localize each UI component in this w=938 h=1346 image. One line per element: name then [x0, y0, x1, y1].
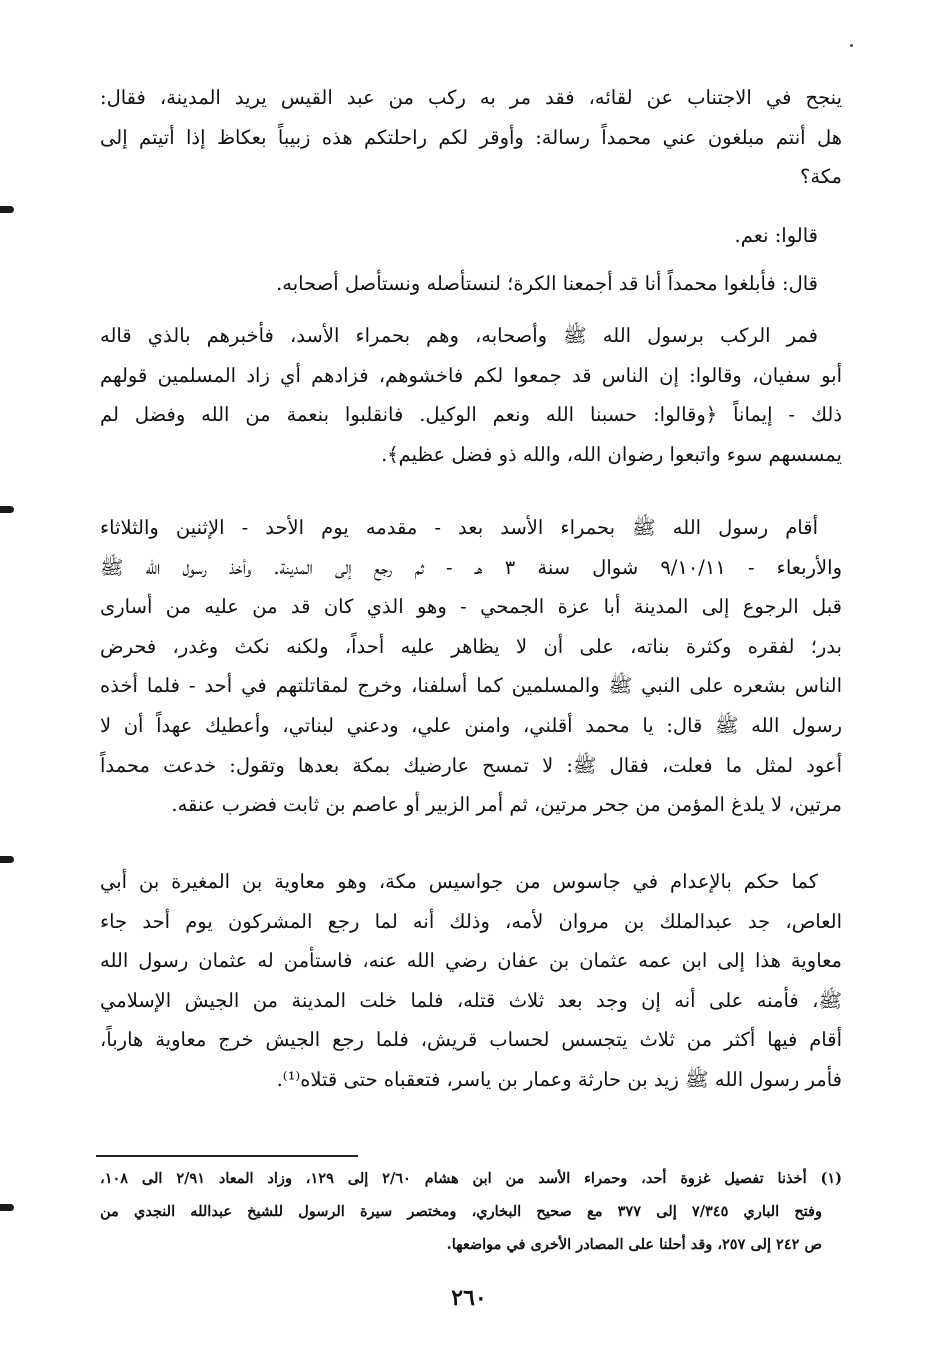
- text-line: الناس بشعره على النبي ﷺ والمسلمين كما أسلفنا، وخرج لمقاتلتهم في أحد - فلما أخذه: [100, 674, 842, 698]
- text-line: فأمر رسول الله ﷺ زيد بن حارثة وعمار بن ياسر، فتعقباه حتى قتلاه⁽¹⁾.: [276, 1067, 842, 1091]
- text-line: مكة؟: [799, 165, 842, 189]
- footnote: [100, 1162, 842, 1261]
- text-line: أعود لمثل ما فعلت، فقال ﷺ: لا تمسح عارضيك بمكة بعدها وتقول: خدعت محمداً: [100, 753, 842, 777]
- text-line: رسول الله ﷺ قال: يا محمد أقلني، وامنن علي، ودعني لبناتي، وأعطيك عهداً أن لا: [100, 713, 842, 737]
- text-line: بدر؛ لفقره وكثرة بناته، على أن لا يظاهر عليه أحداً، ولكنه نكث وغدر، فحرض: [100, 634, 842, 658]
- binding-mark: [0, 856, 14, 863]
- footnote-separator: [96, 1155, 358, 1157]
- paragraph-3: [100, 264, 818, 304]
- paragraph-5: [100, 508, 842, 825]
- text-line: قال: فأبلغوا محمداً أنا قد أجمعنا الكرة؛ لنستأصله ونستأصل أصحابه.: [276, 272, 818, 295]
- text-line: أقام فيها أكثر من ثلاث يتجسس لحساب قريش، فلما رجع الجيش خرج معاوية هارباً،: [100, 1028, 842, 1052]
- text-line: العاص، جد عبدالملك بن مروان لأمه، وذلك أنه لما رجع المشركون يوم أحد جاء: [100, 909, 842, 933]
- text-line: ينجح في الاجتناب عن لقائه، فقد مر به ركب من عبد القيس يريد المدينة، فقال:: [100, 86, 842, 109]
- text-line: هل أنتم مبلغون عني محمداً رسالة: وأوقر لكم راحلتكم هذه زبيباً بعكاظ إذا أتيتم إلى: [100, 125, 842, 149]
- footnote-line: ص ٢٤٢ إلى ٢٥٧، وقد أحلنا على المصادر الأخرى في مواضعها.: [446, 1236, 822, 1253]
- text-line: ﷺ، فأمنه على أنه إن وجد بعد ثلاث قتله، فلما خلت المدينة من الجيش الإسلامي: [100, 988, 842, 1012]
- footnote-line: وفتح الباري ٧/٣٤٥ إلى ٣٧٧ مع صحيح البخاري، ومختصر سيرة الرسول للشيخ عبدالله النجدي من: [100, 1203, 822, 1220]
- footnote-line: (١) أخذنا تفصيل غزوة أحد، وحمراء الأسد من ابن هشام ٢/٦٠ إلى ١٢٩، وزاد المعاد ٢/٩١ الى ١٠٨،: [100, 1170, 842, 1187]
- text-line: معاوية هذا إلى ابن عمه عثمان بن عفان رضي الله عنه، فاستأمن له عثمان رسول الله: [100, 949, 842, 973]
- page-number: ٢٦٠: [451, 1285, 487, 1311]
- binding-mark: [0, 506, 14, 513]
- text-line: والأربعاء - ٩/١٠/١١ شوال سنة ٣ هـ - ثم رجع إلى المدينة. وأخذ رسول الله ﷺ: [100, 555, 842, 579]
- paragraph-2: [76, 216, 818, 256]
- text-line: أقام رسول الله ﷺ بحمراء الأسد بعد - مقدمه يوم الأحد - الإثنين والثلاثاء: [100, 516, 818, 539]
- text-line: فمر الركب برسول الله ﷺ وأصحابه، وهم بحمراء الأسد، فأخبرهم بالذي قاله: [100, 324, 818, 347]
- binding-mark: [0, 206, 14, 213]
- text-line: أبو سفيان، وقالوا: إن الناس قد جمعوا لكم فاخشوهم، فزادهم أي زاد المسلمين قولهم: [100, 363, 842, 387]
- text-line: كما حكم بالإعدام في جاسوس من جواسيس مكة، وهو معاوية بن المغيرة بن أبي: [100, 870, 818, 893]
- text-line: مرتين، لا يلدغ المؤمن من جحر مرتين، ثم أمر الزبير أو عاصم بن ثابت فضرب عنقه.: [171, 793, 842, 817]
- text-line: قالوا: نعم.: [734, 224, 818, 247]
- binding-mark: [0, 1204, 14, 1211]
- scan-speck: [850, 44, 853, 47]
- paragraph-1: [100, 78, 842, 197]
- paragraph-4: [100, 316, 842, 474]
- text-line: يمسسهم سوء واتبعوا رضوان الله، والله ذو فضل عظيم﴾.: [381, 442, 842, 466]
- text-line: ذلك - إيماناً ﴿وقالوا: حسبنا الله ونعم الوكيل. فانقلبوا بنعمة من الله وفضل لم: [100, 403, 842, 427]
- text-line: قبل الرجوع إلى المدينة أبا عزة الجمحي - وهو الذي كان قد من عليه من أسارى: [100, 595, 842, 619]
- paragraph-6: [100, 862, 842, 1100]
